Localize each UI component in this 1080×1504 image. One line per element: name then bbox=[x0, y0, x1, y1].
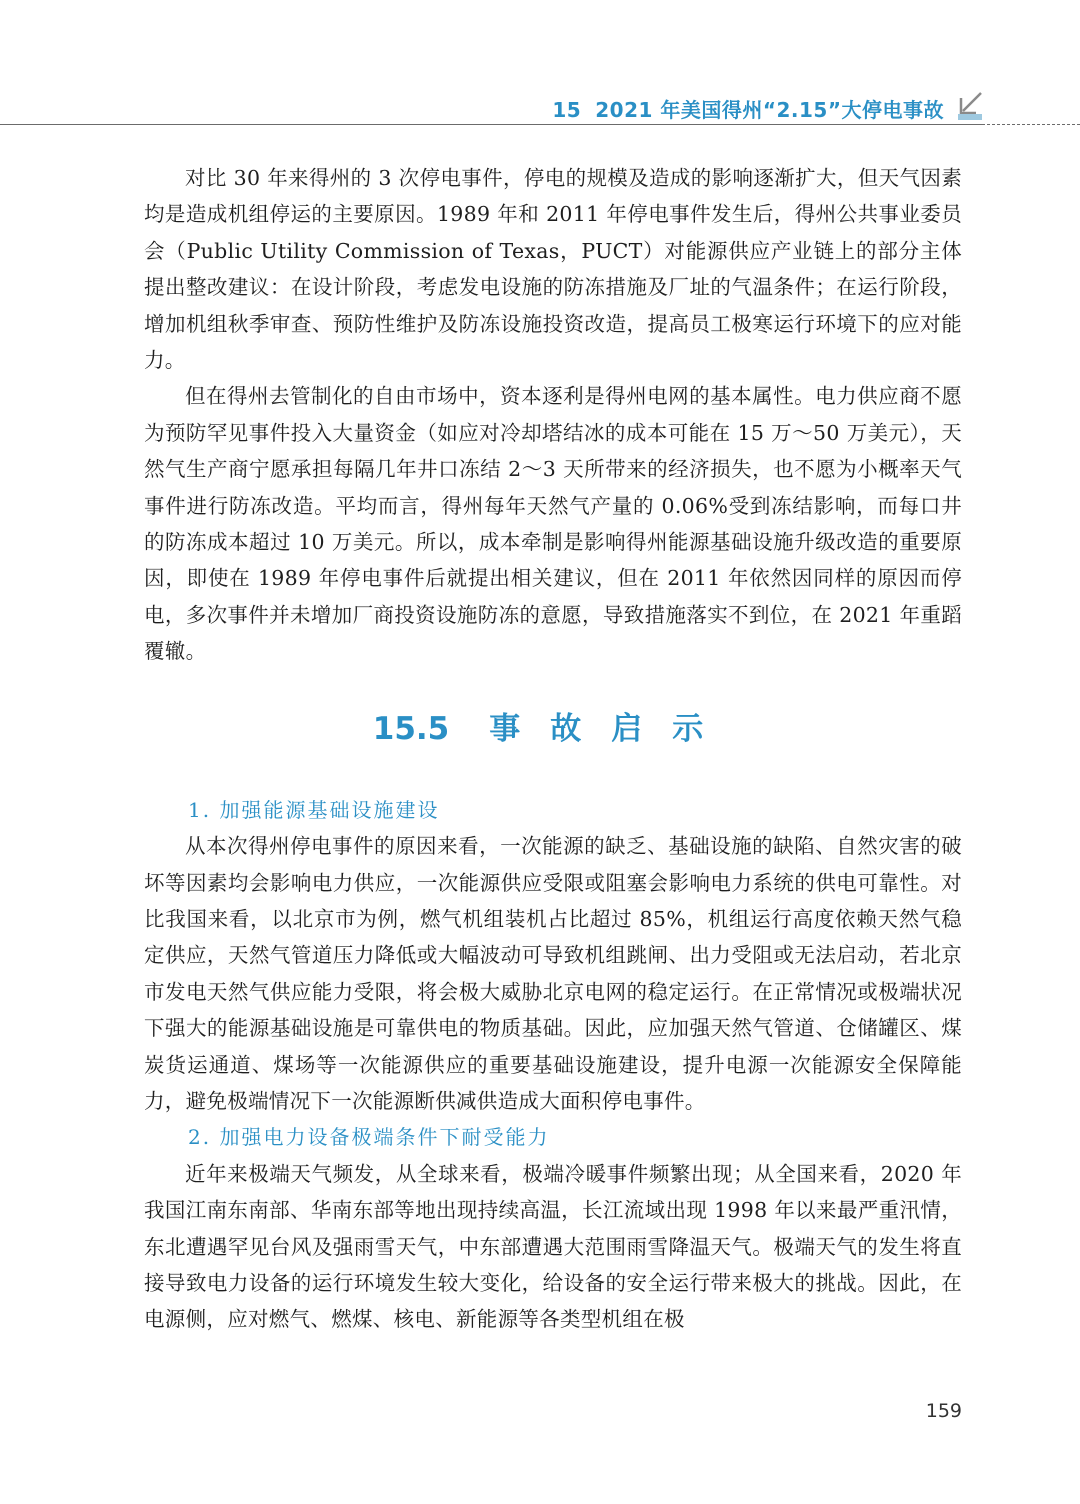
body-paragraph-2: 但在得州去管制化的自由市场中，资本逐利是得州电网的基本属性。电力供应商不愿为预防罕见事件投入大量资金（如应对冷却塔结冰的成本可能在 15 万～50 万美元），天然气生产商宁愿承担每隔几年井口冻结 2～3 天所带来的经济损失，也不愿为小概率天气事件进行防冻改造。平均而言，得州每年天然气产量的 0.06%受到冻结影响，而每口井的防冻成本超过 10 万美元。所以，成本牵制是影响得州能源基础设施升级改造的重要原因，即使在 1989 年停电事件后就提出相关建议，但在 2011 年依然因同样的原因而停电，多次事件并未增加厂商投资设施防冻的意愿，导致措施落实不到位，在 2021 年重蹈覆辙。 bbox=[144, 384, 962, 664]
subsection-2-paragraph: 近年来极端天气频发，从全球来看，极端冷暖事件频繁出现；从全国来看，2020 年我国江南东南部、华南东部等地出现持续高温，长江流域出现 1998 年以来最严重汛情，东北遭遇罕见台风及强雨雪天气，中东部遭遇大范围雨雪降温天气。极端天气的发生将直接导致电力设备的运行环境发生较大变化，给设备的安全运行带来极大的挑战。因此，在电源侧，应对燃气、燃煤、核电、新能源等各类型机组在极 bbox=[144, 1161, 962, 1332]
running-header bbox=[0, 84, 1080, 130]
subsection-1-heading: 1. 加强能源基础设施建设 bbox=[188, 797, 440, 822]
header-rule bbox=[0, 124, 982, 125]
section-number: 15.5 bbox=[372, 710, 450, 747]
header-accent-bar bbox=[958, 114, 982, 120]
subsection-1-paragraph: 从本次得州停电事件的原因来看，一次能源的缺乏、基础设施的缺陷、自然灾害的破坏等因素均会影响电力供应，一次能源供应受限或阻塞会影响电力系统的供电可靠性。对比我国来看，以北京市为例，燃气机组装机占比超过 85%，机组运行高度依赖天然气稳定供应，天然气管道压力降低或大幅波动可导致机组跳闸、出力受阻或无法启动，若北京市发电天然气供应能力受限，将会极大威胁北京电网的稳定运行。在正常情况或极端状况下强大的能源基础设施是可靠供电的物质基础。因此，应加强天然气管道、仓储罐区、煤炭货运通道、煤场等一次能源供应的重要基础设施建设，提升电源一次能源安全保障能力，避免极端情况下一次能源断供减供造成大面积停电事件。 bbox=[144, 834, 962, 1113]
corner-arrow-icon bbox=[958, 90, 984, 116]
page-content bbox=[144, 160, 962, 1338]
running-header-title bbox=[552, 94, 944, 123]
body-paragraph-1: 对比 30 年来得州的 3 次停电事件，停电的规模及造成的影响逐渐扩大，但天气因素均是造成机组停运的主要原因。1989 年和 2011 年停电事件发生后，得州公共事业委员会（Public Utility Commission of Texas，PUCT）对能源供应产业链上的部分主体提出整改建议：在设计阶段，考虑发电设施的防冻措施及厂址的气温条件；在运行阶段，增加机组秋季审查、预防性维护及防冻设施投资改造，提高员工极寒运行环境下的应对能力。 bbox=[144, 166, 962, 373]
page-number: 159 bbox=[925, 1400, 962, 1422]
section-title: 事故启示 bbox=[489, 710, 734, 747]
header-rule-dashed bbox=[982, 124, 1080, 125]
section-heading bbox=[144, 702, 962, 756]
chapter-title: 2021 年美国得州“2.15”大停电事故 bbox=[595, 98, 944, 122]
subsection-2-heading: 2. 加强电力设备极端条件下耐受能力 bbox=[188, 1125, 550, 1150]
chapter-number: 15 bbox=[552, 98, 582, 122]
